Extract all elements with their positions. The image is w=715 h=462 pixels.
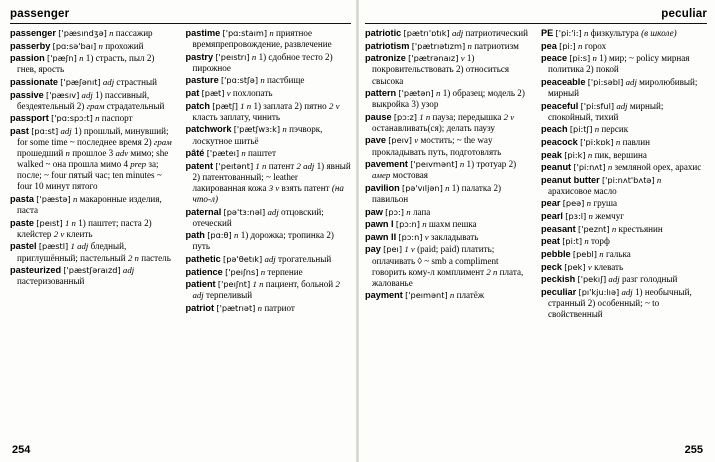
dictionary-entry: patriotism ['pætrıətızm] n патриотизм	[365, 40, 519, 51]
dictionary-entry: peaceful ['pi:sful] adj мирный; спокойный, тихий	[541, 100, 664, 122]
dictionary-entry: pâté ['pæteı] n паштет	[185, 148, 276, 159]
dictionary-entry: peanut ['pi:nʌt] n земляной орех, арахис	[541, 162, 702, 173]
dictionary-entry: pasture ['pɑ:stʃə] n пастбище	[185, 75, 305, 86]
dictionary-entry: pasta ['pæstə] n макаронные изделия, паста	[10, 193, 162, 216]
dictionary-entry: patent ['peıtənt] 1 n патент 2 adj 1) явный 2) патентованный; ~ leather лакированная кожа 3 v взять патент (на что-л)	[185, 160, 351, 205]
dictionary-entry: passion ['pæʃn] n 1) страсть, пыл 2) гнев, ярость	[10, 53, 155, 75]
right-column-1	[365, 28, 531, 432]
dictionary-entry: pawn I [pɔ:n] n шахм пешка	[365, 219, 477, 230]
dictionary-entry: peach [pi:tʃ] n персик	[541, 124, 629, 135]
dictionary-entry: pasteurized ['pæstʃəraızd] adj пастеризованный	[10, 265, 135, 287]
dictionary-entry: pavilion [pə'vıljən] n 1) палатка 2) павильон	[365, 182, 502, 205]
dictionary-entry: pat [pæt] v похлопать	[185, 88, 273, 99]
dictionary-entry: patient ['peıʃnt] 1 n пациент, больной 2 adj терпеливый	[185, 279, 340, 301]
dictionary-entry: pathetic [pə'θetık] adj трогательный	[185, 253, 332, 264]
dictionary-entry: peaceable ['pi:səbl] adj миролюбивый; мирный	[541, 76, 698, 99]
dictionary-entry: pawn II [pɔ:n] v закладывать	[365, 231, 479, 242]
dictionary-entry: patchwork ['pætʃwɜ:k] n пэчворк, лоскутное шитьё	[185, 124, 323, 146]
dictionary-entry: pastel [pæstl] 1 adj бледный, приглушённый; пастельный 2 n пастель	[10, 241, 171, 263]
left-page	[0, 0, 357, 462]
folio-left: 254	[12, 444, 31, 456]
dictionary-entry: peckish ['pekıʃ] adj разг голодный	[541, 274, 678, 285]
page-gutter	[356, 0, 359, 462]
dictionary-entry: passerby [pɑ:sə'baı] n прохожий	[10, 40, 144, 51]
right-column-2	[541, 28, 707, 432]
left-column-1	[10, 28, 176, 432]
dictionary-entry: peat [pi:t] n торф	[541, 236, 610, 247]
left-columns	[10, 28, 351, 432]
dictionary-entry: pay [peı] 1 v (paid; paid) платить; оплачивать ◊ ~ smb a compliment говорить кому-л комплимент 2 n плата, жалованье	[365, 244, 524, 288]
left-column-2	[186, 28, 352, 432]
dictionary-entry: payment ['peımənt] n платёж	[365, 290, 485, 301]
dictionary-entry: pave [peıv] v мостить; ~ the way прокладывать путь, подготовлять	[365, 135, 502, 157]
dictionary-entry: paw [pɔ:] n лапа	[365, 206, 431, 217]
dictionary-entry: pastry ['peıstrı] n 1) сдобное тесто 2) пирожное	[185, 51, 333, 73]
running-head-left	[10, 8, 351, 20]
dictionary-entry: pattern ['pætən] n 1) образец; модель 2) выкройка 3) узор	[365, 88, 525, 110]
dictionary-entry: past [pɑ:st] adj 1) прошлый, минувший; for some time ~ последнее время 2) грам прошедший n прошлое 3 adv мимо; she walked ~ она прошла мимо 4 prep за; после; ~ four пятый час; ten minutes ~ four 10 минут пятого	[10, 125, 172, 192]
dictionary-entry: pause [pɔ:z] 1 n пауза; передышка 2 v останавливать(ся); делать паузу	[365, 111, 515, 133]
dictionary-entry: patronize ['pætrənaız] v 1) покровительствовать 2) относиться свысока	[365, 53, 510, 86]
dictionary-entry: peck [pek] v клевать	[541, 261, 624, 272]
running-head-right	[365, 8, 707, 20]
dictionary-entry: peak [pi:k] n пик, вершина	[541, 149, 647, 160]
dictionary-entry: peace [pi:s] n 1) мир; ~ policy мирная политика 2) покой	[541, 53, 690, 75]
right-columns	[365, 28, 707, 432]
dictionary-entry: peculiar [pı'kju:lıə] adj 1) необычный, странный 2) особенный; ~ to свойственный	[541, 286, 692, 320]
header-rule-left	[10, 23, 351, 24]
dictionary-entry: PE ['pi:'i:] n физкультура (в школе)	[541, 28, 677, 38]
dictionary-entry: peasant ['peznt] n крестьянин	[541, 223, 663, 234]
dictionary-entry: passive ['pæsıv] adj 1) пассивный, бездеятельный 2) грам страдательный	[10, 89, 165, 111]
dictionary-entry: passenger ['pæsındʒə] n пассажир	[10, 28, 153, 38]
folio-right: 255	[684, 444, 703, 456]
running-head-right-word: peculiar	[661, 8, 707, 20]
dictionary-entry: pearl [pɜ:l] n жемчуг	[541, 211, 624, 222]
dictionary-entry: paste [peıst] 1 n 1) паштет; паста 2) клейстер 2 v клеить	[10, 217, 152, 239]
dictionary-entry: pea [pi:] n горох	[541, 40, 607, 51]
dictionary-entry: pastime ['pɑ:staım] n приятное времяпрепровождение, развлечение	[185, 28, 332, 50]
dictionary-entry: patriot ['pætrıət] n патриот	[185, 302, 295, 313]
dictionary-entry: passport ['pɑ:spɔ:t] n паспорт	[10, 113, 133, 124]
dictionary-entry: patch [pætʃ] 1 n 1) заплата 2) пятно 2 v класть заплату, чинить	[185, 100, 340, 122]
dictionary-entry: peanut butter ['pi:nʌt'bʌtə] n арахисовое масло	[541, 174, 662, 196]
running-head-left-word: passenger	[10, 8, 70, 20]
right-page	[357, 0, 715, 462]
header-rule-right	[365, 23, 707, 24]
dictionary-entry: paternal [pə'tɜ:nəl] adj отцовский; отеческий	[185, 206, 324, 228]
dictionary-entry: pebble [pebl] n галька	[541, 248, 631, 259]
dictionary-entry: path [pɑ:θ] n 1) дорожка; тропинка 2) путь	[185, 230, 334, 252]
dictionary-entry: pavement ['peıvmənt] n 1) тротуар 2) амер мостовая	[365, 159, 517, 181]
dictionary-entry: passionate ['pæʃənıt] adj страстный	[10, 76, 157, 87]
dictionary-entry: peacock ['pi:kɒk] n павлин	[541, 136, 650, 147]
dictionary-entry: pear [peə] n груша	[541, 198, 618, 209]
dictionary-entry: patience ['peıʃns] n терпение	[185, 266, 303, 277]
dictionary-entry: patriotic [pætrı'ɒtık] adj патриотический	[365, 28, 528, 38]
